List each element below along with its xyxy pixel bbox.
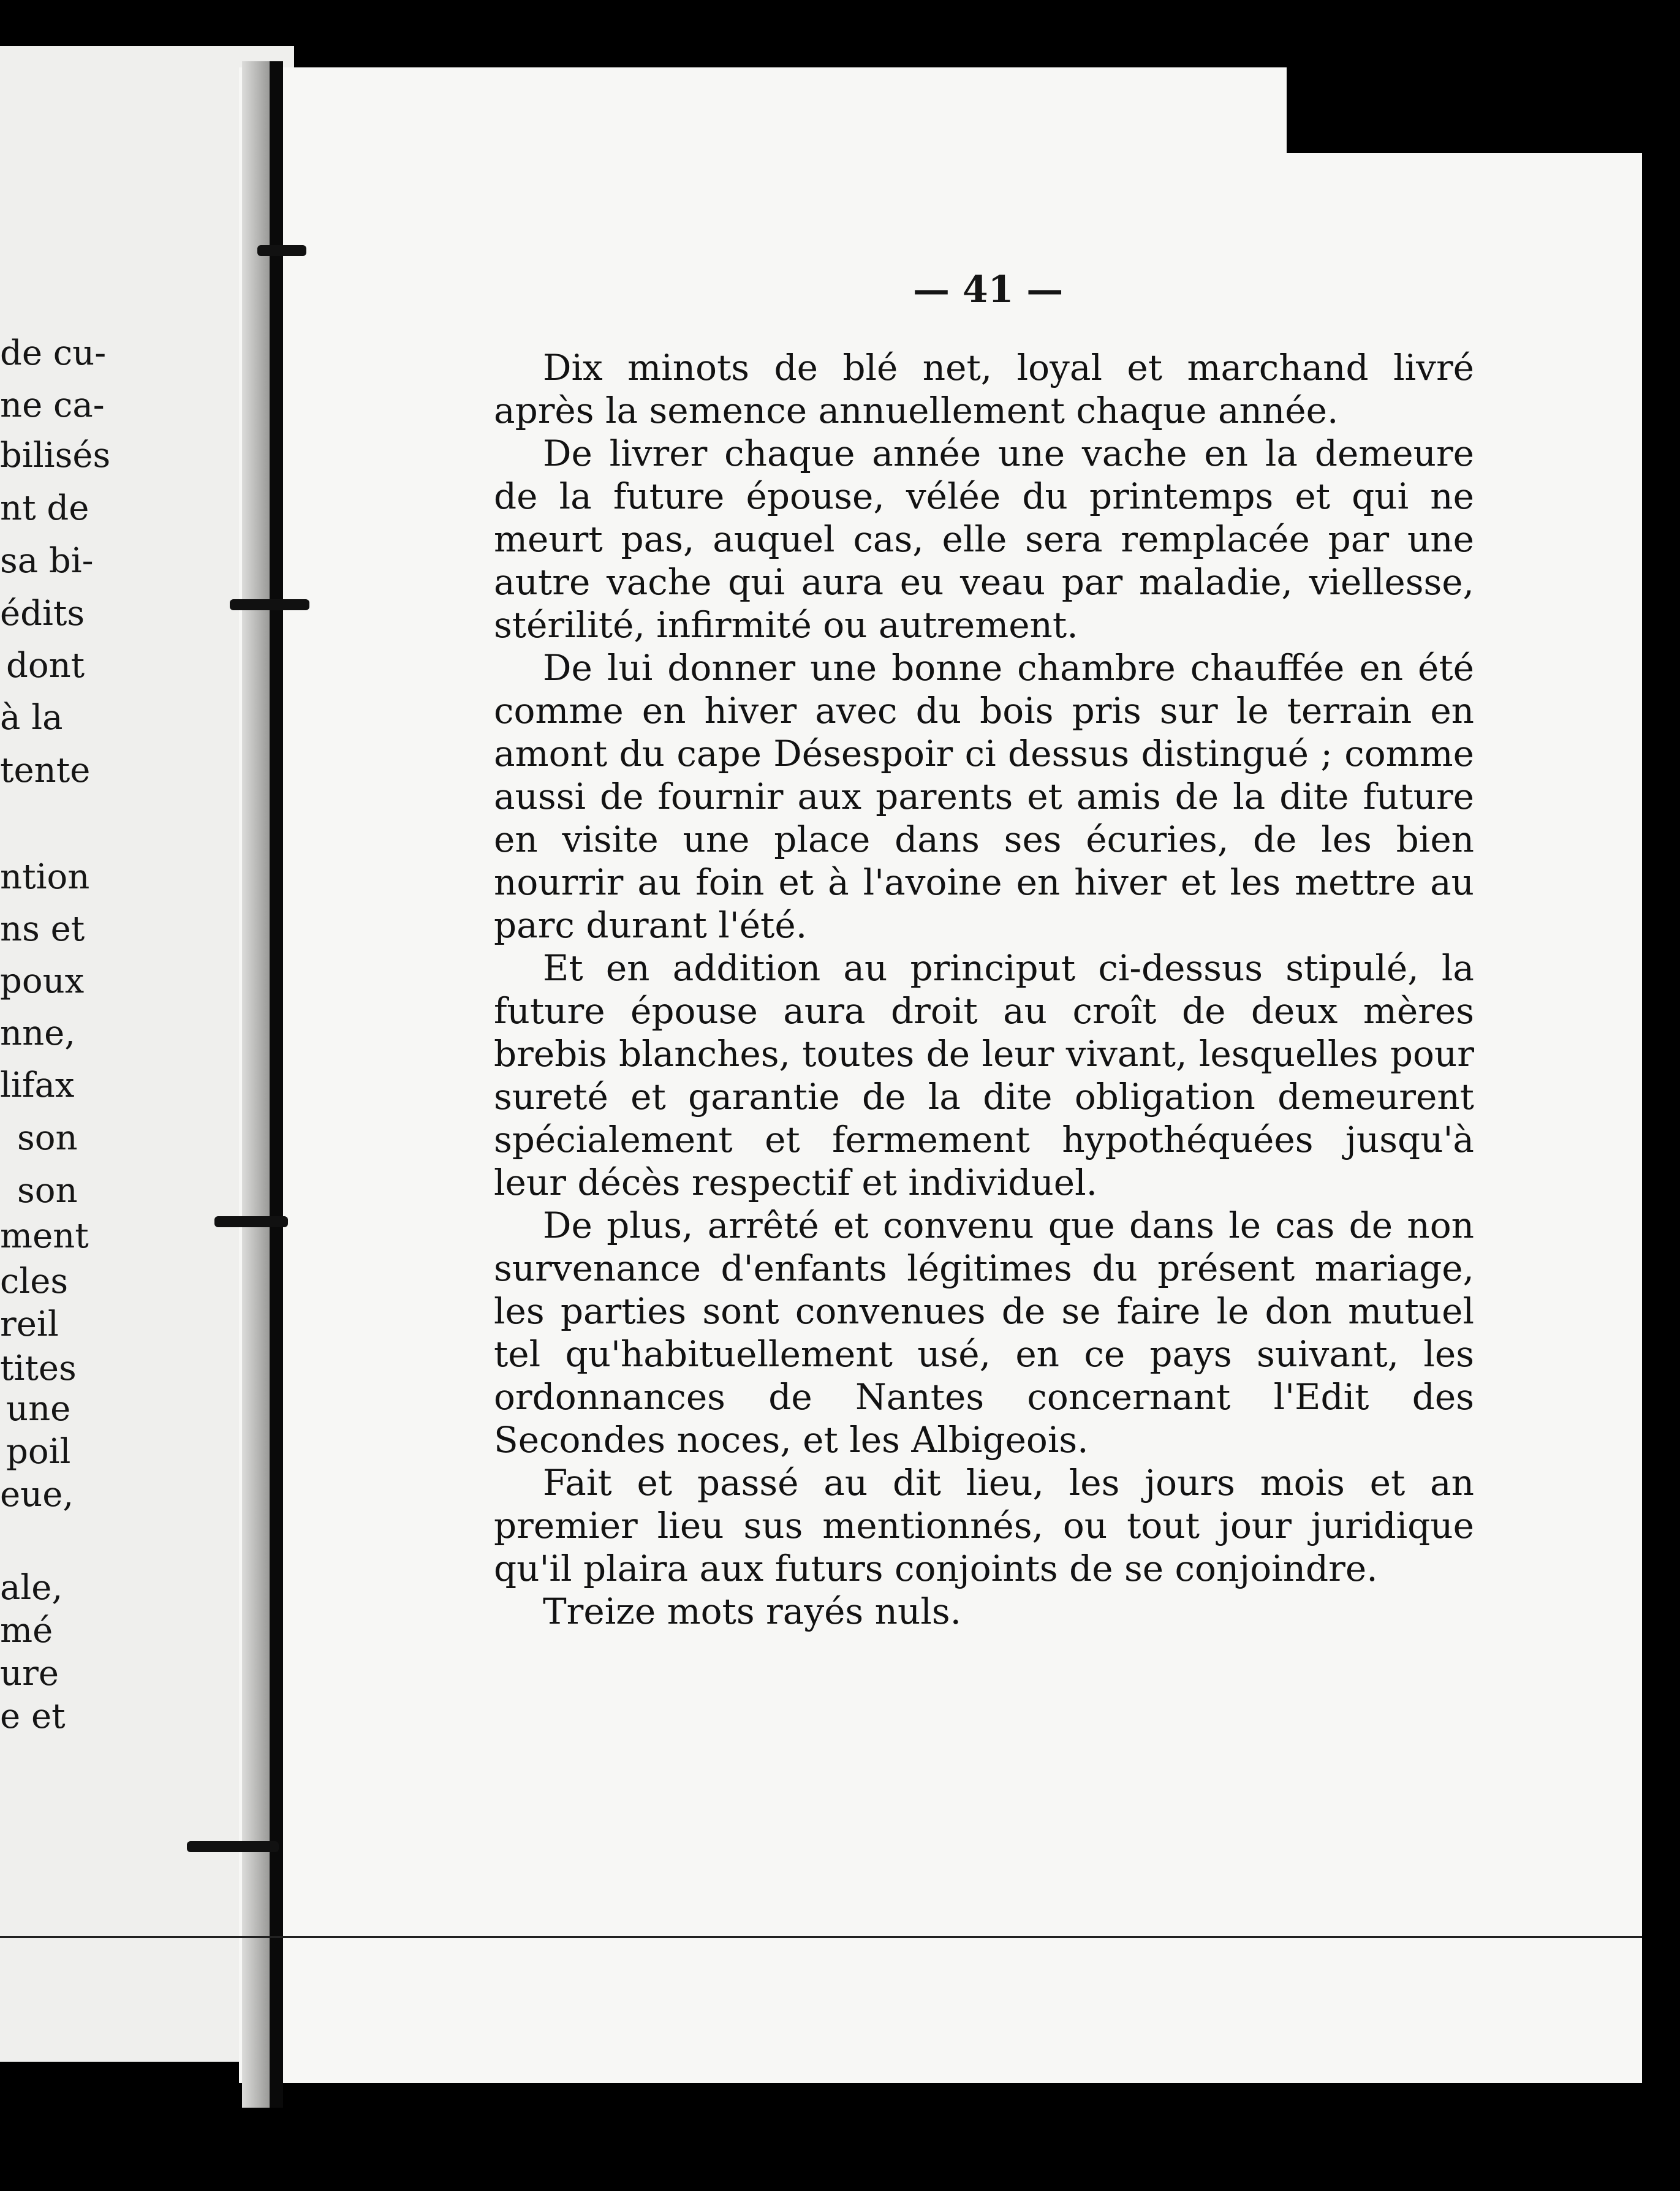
paragraph: Et en addition au principut ci-dessus stipulé, la future épouse aura droit au croît de deux mères brebis blanches, toutes de leur vivant, lesquelles pour sureté et garantie de la dite obligation demeurent spécialement et fermement hypothéquées jusqu'à leur décès respectif et individuel. bbox=[494, 947, 1474, 1203]
paragraph: Treize mots rayés nuls. bbox=[543, 1591, 962, 1632]
left-page-fragment: ure bbox=[0, 1654, 59, 1693]
paragraph: Fait et passé au dit lieu, les jours mois et an premier lieu sus mentionnés, ou tout jour juridique qu'il plaira aux futurs conjoints de se conjoindre. bbox=[494, 1462, 1474, 1589]
left-page-fragment: édits bbox=[0, 594, 85, 634]
page-number: — 41 — bbox=[913, 268, 1064, 311]
left-page-fragment: ntion bbox=[0, 857, 90, 897]
left-page-fragment: ale, bbox=[0, 1568, 63, 1608]
scan-corner-shadow bbox=[1287, 61, 1680, 153]
left-page-fragment: poil bbox=[6, 1432, 71, 1472]
page-bottom-rule bbox=[0, 1936, 1642, 1938]
left-page-fragment: ne ca- bbox=[0, 385, 105, 425]
left-page-fragment: tente bbox=[0, 751, 91, 790]
binding-stitch bbox=[230, 599, 309, 610]
left-page-fragment: reil bbox=[0, 1304, 59, 1344]
binding-stitch bbox=[214, 1216, 288, 1227]
left-page-fragment: tites bbox=[0, 1349, 77, 1388]
left-page-fragment: son bbox=[17, 1171, 78, 1211]
scan-right-border bbox=[1642, 0, 1680, 2191]
binding-shadow bbox=[242, 61, 270, 2108]
left-page-fragment: de cu- bbox=[0, 333, 107, 373]
binding-stitch bbox=[257, 245, 306, 256]
left-page-fragment: mé bbox=[0, 1611, 53, 1651]
left-page-fragment: nt de bbox=[0, 488, 89, 528]
left-page-fragment: cles bbox=[0, 1262, 69, 1301]
paragraph: De livrer chaque année une vache en la demeure de la future épouse, vélée du printemps et qui ne meurt pas, auquel cas, elle sera remplacée par une autre vache qui aura eu veau par maladie, viellesse, stérilité, infirmité ou autrement. bbox=[494, 433, 1474, 646]
left-page-fragment: e et bbox=[0, 1697, 66, 1736]
left-page-fragment: sa bi- bbox=[0, 541, 94, 581]
paragraph: De plus, arrêté et convenu que dans le cas de non survenance d'enfants légitimes du présent mariage, les parties sont convenues de se faire le don mutuel tel qu'habituellement usé, en ce pays suivant, les ordonnances de Nantes concernant l'Edit des Secondes noces, et les Albigeois. bbox=[494, 1205, 1474, 1461]
left-page-fragment: eue, bbox=[0, 1475, 74, 1515]
paragraph: De lui donner une bonne chambre chauffée en été comme en hiver avec du bois pris sur le terrain en amont du cape Désespoir ci dessus distingué ; comme aussi de fournir aux parents et amis de la dite future en visite une place dans ses écuries, de les bien nourrir au foin et à l'avoine en hiver et les mettre au parc durant l'été. bbox=[494, 647, 1474, 946]
left-page-fragment: ns et bbox=[0, 909, 85, 949]
left-page-fragment: bilisés bbox=[0, 436, 111, 475]
left-page-fragment: à la bbox=[0, 698, 63, 738]
left-page-fragment: une bbox=[6, 1389, 71, 1429]
left-page-fragment: nne, bbox=[0, 1013, 76, 1053]
page-body bbox=[494, 346, 1474, 1633]
left-page-fragment: son bbox=[17, 1118, 78, 1158]
left-page-fragment: poux bbox=[0, 961, 85, 1001]
left-page-fragment: dont bbox=[6, 646, 85, 686]
paragraph: Dix minots de blé net, loyal et marchand livré après la semence annuellement chaque année. bbox=[494, 347, 1474, 431]
binding-stitch bbox=[187, 1841, 279, 1852]
left-page-fragment: ment bbox=[0, 1216, 89, 1256]
left-page-fragment: lifax bbox=[0, 1065, 75, 1105]
book-binding bbox=[270, 61, 283, 2108]
